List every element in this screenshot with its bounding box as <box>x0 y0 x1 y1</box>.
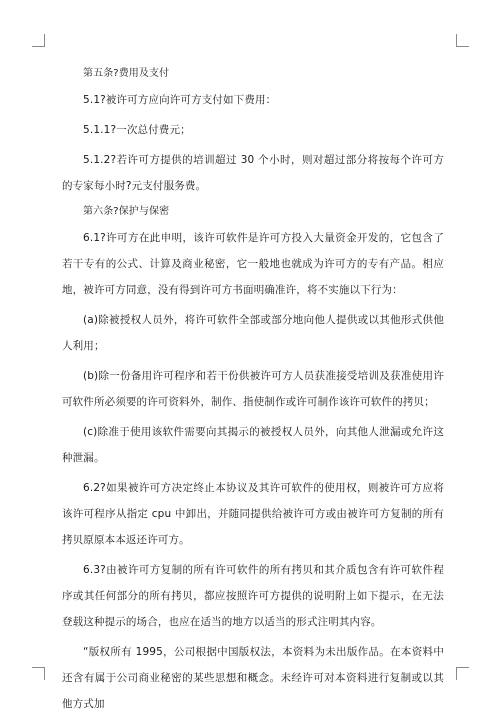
copyright-notice: “版权所有 1995，公司根据中国版权法，本资料为未出版作品。在本资料中还含有属于公司商业秘密的某些思想和概念。未经许可对本资料进行复制或以其他方式加 <box>62 646 444 710</box>
crop-mark-top-left <box>32 34 45 47</box>
clause-5-1-1: 5.1.1?一次总付费元； <box>83 124 191 136</box>
clause-6-1-c: (c)除准于使用该软件需要向其揭示的被授权人员外，向其他人泄漏或允许这种泄漏。 <box>62 426 444 464</box>
clause-6-3: 6.3?由被许可方复制的所有许可软件的所有拷贝和其介质包含有许可软件程序或其任何部分的所有拷贝，都应按照许可方提供的说明附上如下提示，在无法登载这种提示的场合，也应在适当的地方以适当的形式注明其内容。 <box>62 564 444 628</box>
crop-mark-bottom-right <box>456 667 469 680</box>
clause-5-1-2: 5.1.2?若许可方提供的培训超过 30 个小时，则对超过部分将按每个许可方的专家每小时?元支付服务费。 <box>62 154 444 192</box>
clause-6-1-b: (b)除一份备用许可程序和若干份供被许可方人员获准接受培训及获准使用许可软件所必须要的许可资料外，制作、指使制作或许可制作该许可软件的拷贝； <box>62 370 444 408</box>
clause-6-1-a: (a)除被授权人员外，将许可软件全部或部分地向他人提供或以其他形式供他人利用； <box>62 314 444 352</box>
article-heading-6: 第六条?保护与保密 <box>83 206 170 217</box>
crop-mark-top-right <box>456 34 469 47</box>
article-heading-5: 第五条?费用及支付 <box>83 68 170 79</box>
clause-6-2: 6.2?如果被许可方决定终止本协议及其许可软件的使用权，则被许可方应将该许可程序从指定 cpu 中卸出，并随同提供给被许可方或由被许可方复制的所有拷贝原原本本返还许可方。 <box>62 482 444 546</box>
clause-5-1: 5.1?被许可方应向许可方支付如下费用： <box>83 94 277 106</box>
crop-mark-bottom-left <box>32 667 45 680</box>
clause-6-1: 6.1?许可方在此申明，该许可软件是许可方投入大量资金开发的，它包含了若干专有的公式、计算及商业秘密，它一般地也就成为许可方的专有产品。相应地，被许可方同意，没有得到许可方书面明确准许，将不实施以下行为： <box>62 232 444 296</box>
document-page <box>62 61 444 717</box>
